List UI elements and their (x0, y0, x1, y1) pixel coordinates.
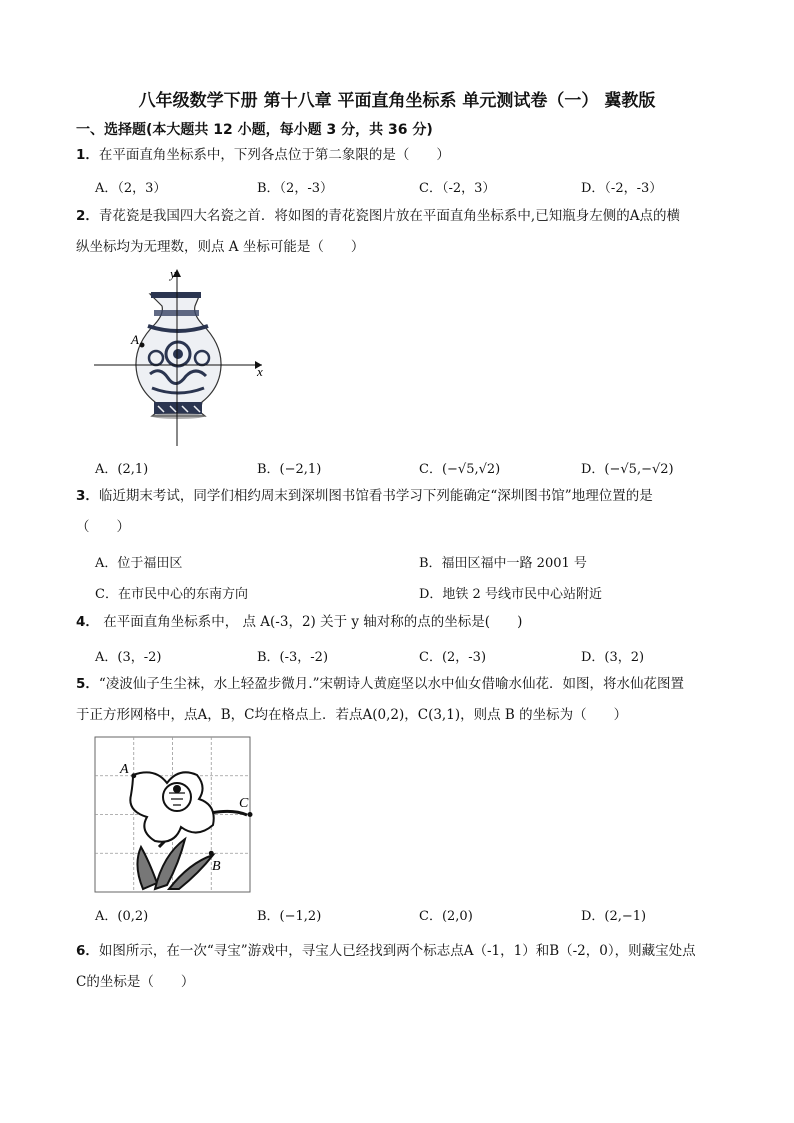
option-c[interactable]: C．（-2，3） (419, 181, 496, 196)
narcissus-grid-figure (93, 735, 253, 895)
question-4 (76, 607, 744, 638)
question-text-line2: （ ） (76, 519, 130, 535)
question-text-line2: C的坐标是（ ） (76, 974, 195, 990)
option-b[interactable]: B．(-3，-2) (257, 650, 329, 665)
question-number: 1． (76, 147, 99, 163)
option-d[interactable]: D．（-2，-3） (581, 181, 663, 196)
point-a-marker (140, 343, 145, 348)
question-text-line1: “凌波仙子生尘袜，水上轻盈步微月.”宋朝诗人黄庭坚以水中仙女借喻水仙花．如图，将水仙花图置 (98, 676, 684, 692)
point-b-label: B (212, 859, 221, 874)
question-6 (76, 936, 744, 998)
option-d[interactable]: D．(2,−1) (581, 909, 647, 924)
point-b-marker (209, 851, 214, 856)
y-axis-label: y (170, 266, 176, 281)
question-number: 6． (76, 943, 99, 959)
option-b[interactable]: B．（2，-3） (257, 181, 333, 196)
point-a-label: A (120, 762, 129, 777)
option-b[interactable]: B．(−1,2) (257, 909, 322, 924)
option-a[interactable]: A．位于福田区 (95, 556, 183, 571)
question-text-line1: 如图所示，在一次“寻宝”游戏中，寻宝人已经找到两个标志点A（-1，1）和B（-2，0），则藏宝处点 (98, 943, 696, 959)
point-a-marker (131, 773, 136, 778)
vase-figure (90, 266, 275, 451)
option-b[interactable]: B．福田区福中一路 2001 号 (419, 556, 587, 571)
option-d[interactable]: D．(3，2) (581, 650, 645, 665)
question-text-line2: 纵坐标均为无理数，则点 A 坐标可能是（ ） (76, 239, 365, 255)
question-number: 5． (76, 676, 99, 692)
question-number: 4． (76, 614, 99, 630)
point-c-marker (248, 812, 253, 817)
question-text: 在平面直角坐标系中， 点 A(-3，2) 关于 y 轴对称的点的坐标是( ) (98, 614, 523, 630)
option-c[interactable]: C．(2,0) (419, 909, 473, 924)
narcissus-illustration (130, 772, 247, 889)
option-c[interactable]: C．在市民中心的东南方向 (95, 587, 248, 602)
question-text-line2: 于正方形网格中，点A，B，C均在格点上．若点A(0,2)，C(3,1)，则点 B 的坐标为（ ） (76, 707, 628, 723)
option-d[interactable]: D．地铁 2 号线市民中心站附近 (419, 587, 602, 602)
x-axis-label: x (257, 364, 263, 379)
page-title: 八年级数学下册 第十八章 平面直角坐标系 单元测试卷（一） 冀教版 (138, 91, 656, 111)
point-a-label: A (131, 332, 139, 347)
question-text: 在平面直角坐标系中，下列各点位于第二象限的是（ ） (98, 147, 450, 163)
question-5 (76, 669, 744, 731)
option-c[interactable]: C．(−√5,√2) (419, 462, 501, 477)
question-number: 3． (76, 488, 99, 504)
question-2 (76, 201, 744, 263)
vase-illustration (136, 292, 221, 419)
option-d[interactable]: D．(−√5,−√2) (581, 462, 674, 477)
question-text-line1: 青花瓷是我国四大名瓷之首．将如图的青花瓷图片放在平面直角坐标系中,已知瓶身左侧的A点的横 (98, 208, 680, 224)
question-3 (76, 481, 744, 543)
question-1 (76, 140, 744, 171)
option-b[interactable]: B．(−2,1) (257, 462, 322, 477)
option-a[interactable]: A．(0,2) (95, 909, 149, 924)
question-text-line1: 临近期末考试，同学们相约周末到深圳图书馆看书学习下列能确定“深圳图书馆”地理位置的是 (98, 488, 653, 504)
option-a[interactable]: A．（2，3） (95, 181, 167, 196)
section-heading: 一、选择题(本大题共 12 小题，每小题 3 分，共 36 分) (76, 122, 433, 138)
option-a[interactable]: A．(3，-2) (95, 650, 162, 665)
option-a[interactable]: A．(2,1) (95, 462, 149, 477)
point-c-label: C (239, 796, 249, 811)
question-number: 2． (76, 208, 99, 224)
option-c[interactable]: C．(2，-3) (419, 650, 487, 665)
